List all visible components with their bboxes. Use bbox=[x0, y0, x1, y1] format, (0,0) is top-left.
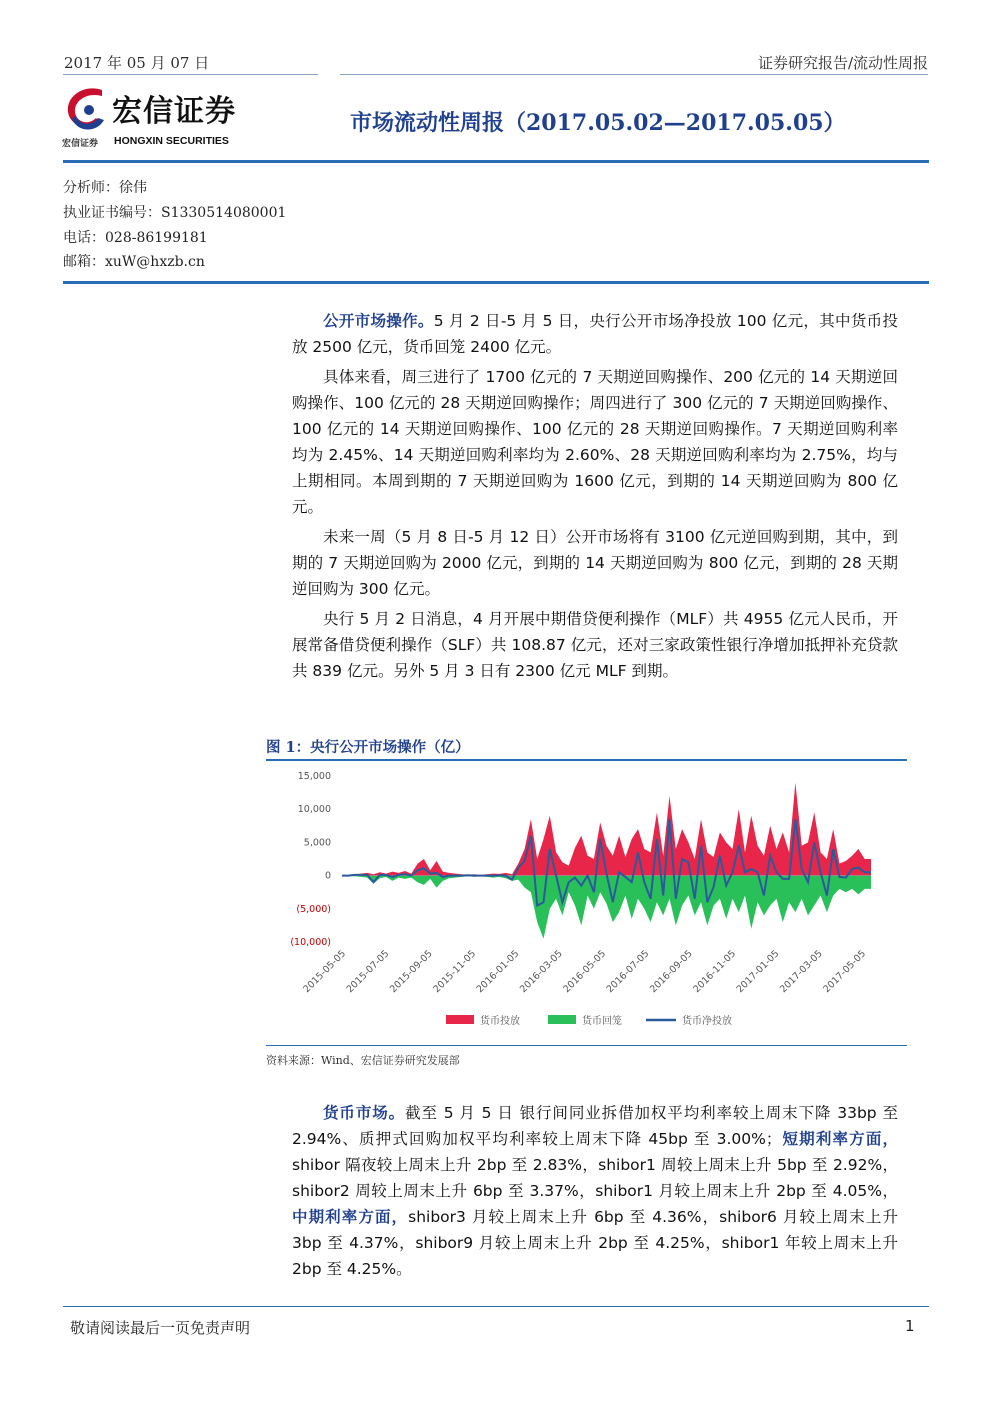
paragraph-next-week: 未来一周（5 月 8 日-5 月 12 日）公开市场将有 3100 亿元逆回购到期，其中，到期的 7 天期逆回购为 2000 亿元，到期的 14 天期逆回购为 800 亿元，到期的 28 天期逆回购为 300 亿元。 bbox=[292, 528, 898, 598]
series-withdrawal-area bbox=[342, 876, 871, 939]
x-tick-label: 2016-09-05 bbox=[647, 948, 695, 996]
figure-source: 资料来源：Wind、宏信证券研究发展部 bbox=[266, 1054, 460, 1067]
paragraph-open-market bbox=[292, 308, 898, 360]
company-logo bbox=[62, 84, 262, 150]
y-tick-label: 10,000 bbox=[297, 804, 331, 816]
x-tick-label: 2016-05-05 bbox=[561, 948, 609, 996]
logo-small-chinese: 宏信证券 bbox=[62, 139, 99, 149]
footer-disclaimer-note[interactable]: 敬请阅读最后一页免责声明 bbox=[70, 1319, 251, 1337]
x-tick-label: 2016-01-05 bbox=[474, 948, 522, 996]
x-tick-label: 2015-09-05 bbox=[387, 948, 435, 996]
paragraph-details: 具体来看，周三进行了 1700 亿元的 7 天期逆回购操作、200 亿元的 14 天期逆回购操作、100 亿元的 28 天期逆回购操作；周四进行了 300 亿元的 7 天期逆回购操作、100 亿元的 14 天期逆回购操作、100 亿元的 28 天期逆回购操作。7 天期逆回购利率均为 2.45%、14 天期逆回购利率均为 2.60%、28 天期逆回购利率均为 2.75%，均与上期相同。本周到期的 7 天期逆回购为 1600 亿元，到期的 14 天期逆回购为 800 亿元。 bbox=[292, 368, 898, 516]
analyst-phone: 电话：028-86199181 bbox=[63, 230, 208, 246]
y-tick-label: (5,000) bbox=[296, 903, 331, 915]
analyst-cert: 执业证书编号：S1330514080001 bbox=[63, 205, 287, 221]
legend-swatch-withdrawal bbox=[548, 1015, 576, 1024]
x-tick-label: 2015-05-05 bbox=[301, 948, 349, 996]
legend-label-injection: 货币投放 bbox=[480, 1016, 520, 1027]
report-title: 市场流动性周报（2017.05.02—2017.05.05） bbox=[350, 110, 846, 136]
report-date: 2017 年 05 月 07 日 bbox=[64, 54, 210, 72]
figure-title: 图 1：央行公开市场操作（亿） bbox=[266, 739, 470, 756]
x-tick-label: 2015-07-05 bbox=[344, 948, 392, 996]
figure-top-rule bbox=[266, 759, 907, 761]
x-tick-label: 2017-05-05 bbox=[821, 948, 869, 996]
analyst-name: 分析师：徐伟 bbox=[63, 180, 147, 196]
y-tick-label: (10,000) bbox=[290, 937, 331, 948]
heading-open-market: 公开市场操作。 bbox=[323, 312, 434, 330]
analyst-divider bbox=[63, 281, 929, 284]
y-tick-label: 5,000 bbox=[303, 837, 331, 849]
legend-swatch-injection bbox=[446, 1015, 474, 1024]
y-tick-label: 0 bbox=[324, 870, 331, 882]
page-number: 1 bbox=[905, 1317, 915, 1335]
heading-money-market: 货币市场。 bbox=[323, 1104, 406, 1122]
x-tick-label: 2015-11-05 bbox=[431, 948, 479, 996]
x-tick-label: 2016-07-05 bbox=[604, 948, 652, 996]
heading-mid-rate: 中期利率方面， bbox=[292, 1208, 409, 1226]
legend-label-withdrawal: 货币回笼 bbox=[582, 1016, 622, 1027]
logo-mark-icon bbox=[62, 84, 110, 136]
body-bottom bbox=[292, 1100, 898, 1286]
legend-label-net: 货币净投放 bbox=[682, 1016, 732, 1027]
x-tick-label: 2016-11-05 bbox=[691, 948, 739, 996]
figure-bottom-rule bbox=[266, 1045, 907, 1046]
logo-english-name: HONGXIN SECURITIES bbox=[114, 135, 229, 147]
analyst-email: 邮箱：xuW@hxzb.cn bbox=[63, 254, 205, 270]
footer-divider bbox=[63, 1306, 929, 1307]
paragraph-text: 5 月 2 日-5 月 5 日，央行公开市场净投放 100 亿元，其中货币投放 2500 亿元，货币回笼 2400 亿元。 bbox=[292, 312, 898, 356]
report-category: 证券研究报告/流动性周报 bbox=[757, 54, 928, 72]
chart-legend bbox=[446, 1014, 732, 1027]
x-tick-label: 2017-01-05 bbox=[734, 948, 782, 996]
paragraph-mlf: 央行 5 月 2 日消息，4 月开展中期借贷便利操作（MLF）共 4955 亿元人民币，开展常备借贷便利操作（SLF）共 108.87 亿元，还对三家政策性银行净增加抵押补充贷款共 839 亿元。另外 5 月 3 日有 2300 亿元 MLF 到期。 bbox=[292, 610, 898, 680]
y-tick-label: 15,000 bbox=[297, 771, 331, 782]
x-tick-label: 2017-03-05 bbox=[777, 948, 825, 996]
logo-chinese-name: 宏信证券 bbox=[112, 94, 236, 129]
money-market-text-a: 截至 5 月 5 日 银行间同业拆借加权平均利率较上周末下降 33bp 至 2.94%、质押式回购加权平均利率较上周末下降 45bp 至 3.00%； bbox=[292, 1104, 898, 1148]
heading-short-rate: 短期利率方面， bbox=[781, 1130, 898, 1148]
title-divider bbox=[63, 160, 929, 163]
header-divider-right bbox=[340, 74, 928, 75]
body-top bbox=[292, 308, 898, 688]
money-market-text-b: shibor 隔夜较上周末上升 2bp 至 2.83%，shibor1 周较上周末上升 5bp 至 2.92%，shibor2 周较上周末上升 6bp 至 3.37%，shibor1 月较上周末上升 2bp 至 4.05%， bbox=[292, 1156, 898, 1200]
x-tick-label: 2016-03-05 bbox=[517, 948, 565, 996]
paragraph-money-market bbox=[292, 1100, 898, 1282]
open-market-chart bbox=[266, 762, 907, 1044]
header-divider-left bbox=[63, 74, 318, 75]
money-market-text-c: shibor3 月较上周末上升 6bp 至 4.36%，shibor6 月较上周末上升 3bp 至 4.37%，shibor9 月较上周末上升 2bp 至 4.25%，shibor1 年较上周末上升 2bp 至 4.25%。 bbox=[292, 1208, 898, 1278]
